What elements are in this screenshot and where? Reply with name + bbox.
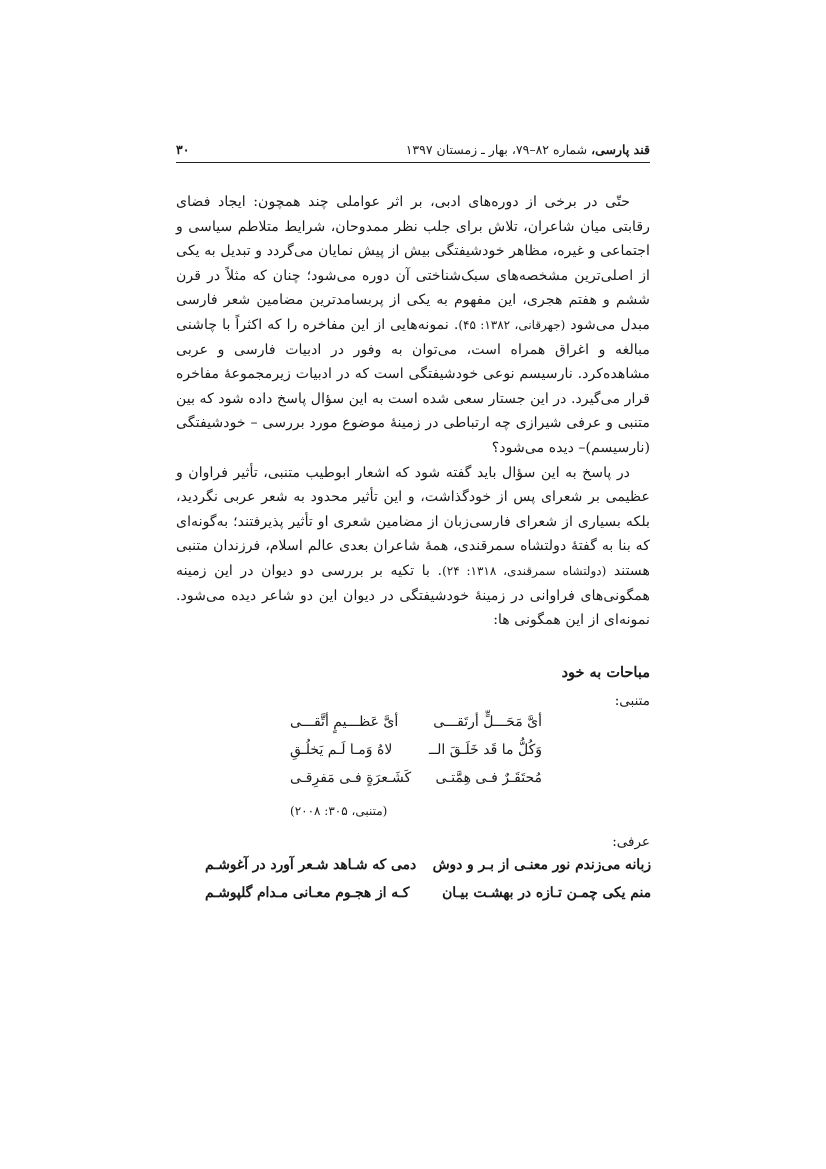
poet-label-urfi: عرفی: — [612, 834, 650, 850]
section-title: مباحات به خود — [561, 664, 650, 681]
page-number: ۳۰ — [176, 142, 190, 157]
verse-hemistich-right: مُحتَقَـرٌ فـی هِمَّتـی — [435, 770, 542, 786]
paragraph-1 — [176, 190, 650, 461]
poem-urfi — [205, 857, 651, 913]
verse-hemistich-left: لاهُ وَمـا لَـم یَخلُـقِ — [290, 742, 393, 758]
paragraph-1-text-after: . نمونه‌هایی از این مفاخره را که اکثراً با چاشنی مبالغه و اغراق همراه است، می‌توان به وفور در ادبیات فارسی و عربی مشاهده‌کرد. نارسیسم نوعی خودشیفتگی است که در ادبیات زیرمجموعهٔ مفاخره قرار می‌گیرد. در این جستار سعی شده است به این سؤال پاسخ داده شود که بین متنبی و عرفی شیرازی چه ارتباطی در زمینهٔ موضوع مورد بررسی – خودشیفتگی (نارسیسم)– دیده می‌شود؟ — [176, 316, 650, 456]
verse-hemistich-right: وَکُلُّ ما قَد خَلَـقَ الــ — [428, 742, 542, 758]
poet-label-mutanabbi: متنبی: — [614, 693, 650, 709]
verse-hemistich-right: أیَّ مَحَـــلٍّ أرتَقـــی — [433, 714, 542, 730]
verse-hemistich-right: منم یکی چمـن تـازه در بهشـت بیـان — [442, 885, 651, 901]
journal-info — [406, 142, 650, 157]
paragraph-2-text: در پاسخ به این سؤال باید گفته شود که اشعار ابوطیب متنبی، تأثیر فراوان و عظیمی بر شعرای پس از خودگذاشت، و این تأثیر محدود به شعر عربی نگردید، بلکه بسیاری از شعرای فارسی‌زبان از مضامین شعری او تأثیر پذیرفتند؛ به‌گونه‌ای که بنا به گفتهٔ دولتشاه سمرقندی، همهٔ شاعران بعدی عالم اسلام، فرزندان متنبی هستند — [176, 464, 650, 579]
paragraph-1-text: حتّی در برخی از دوره‌های ادبی، بر اثر عواملی چند همچون: ایجاد فضای رقابتی میان شاعران، تلاش برای جلب نظر ممدوحان، شرایط متلاطم سیاسی و اجتماعی و غیره، مظاهر خودشیفتگی بیش از پیش نمایان می‌گردد و تبدیل به یکی از اصلی‌ترین مشخصه‌های سبک‌شناختی آن دوره می‌شود؛ چنان که مثلاً در قرن ششم و هفتم هجری، این مفهوم به یکی از پربسامدترین مضامین شعر فارسی مبدل می‌شود — [176, 194, 650, 333]
running-header — [176, 140, 650, 163]
paragraph-2-text-after: . با تکیه بر بررسی دو دیوان در این زمینه همگونی‌های فراوانی در زمینهٔ خودشیفتگی در دیوان این دو شاعر دیده می‌شود. نمونه‌ای از این همگونی ها: — [176, 562, 650, 629]
verse-hemistich-left: دمی که شـاهد شـعر آورد در آغوشـم — [205, 857, 417, 873]
issue-info: شماره ۸۲–۷۹، بهار ـ زمستان ۱۳۹۷ — [405, 142, 588, 157]
verse-hemistich-left: کَشَـعرَةٍ فـی مَفرِقـی — [290, 770, 412, 786]
journal-name: قند پارسی، — [591, 142, 650, 157]
verse — [280, 714, 542, 742]
verse — [205, 857, 651, 885]
verse — [280, 742, 542, 770]
poem-mutanabbi — [280, 714, 542, 798]
body-text — [176, 190, 650, 633]
citation: (جهرقانی، ۱۳۸۲: ۴۵) — [458, 317, 566, 332]
verse-hemistich-left: کـه از هجـوم معـانی مـدام گلپوشـم — [205, 885, 410, 901]
paragraph-2 — [176, 461, 650, 633]
verse — [280, 770, 542, 798]
verse-hemistich-left: أیَّ عَظـــیمٍ أتَّقـــی — [290, 714, 399, 730]
verse-hemistich-right: زبانه می‌زندم نور معنـی از بـر و دوش — [432, 857, 651, 873]
poem-citation: (متنبی، ۳۰۵: ۲۰۰۸) — [290, 804, 388, 818]
citation: (دولتشاه سمرقندی، ۱۳۱۸: ۲۴) — [442, 563, 607, 578]
verse — [205, 885, 651, 913]
